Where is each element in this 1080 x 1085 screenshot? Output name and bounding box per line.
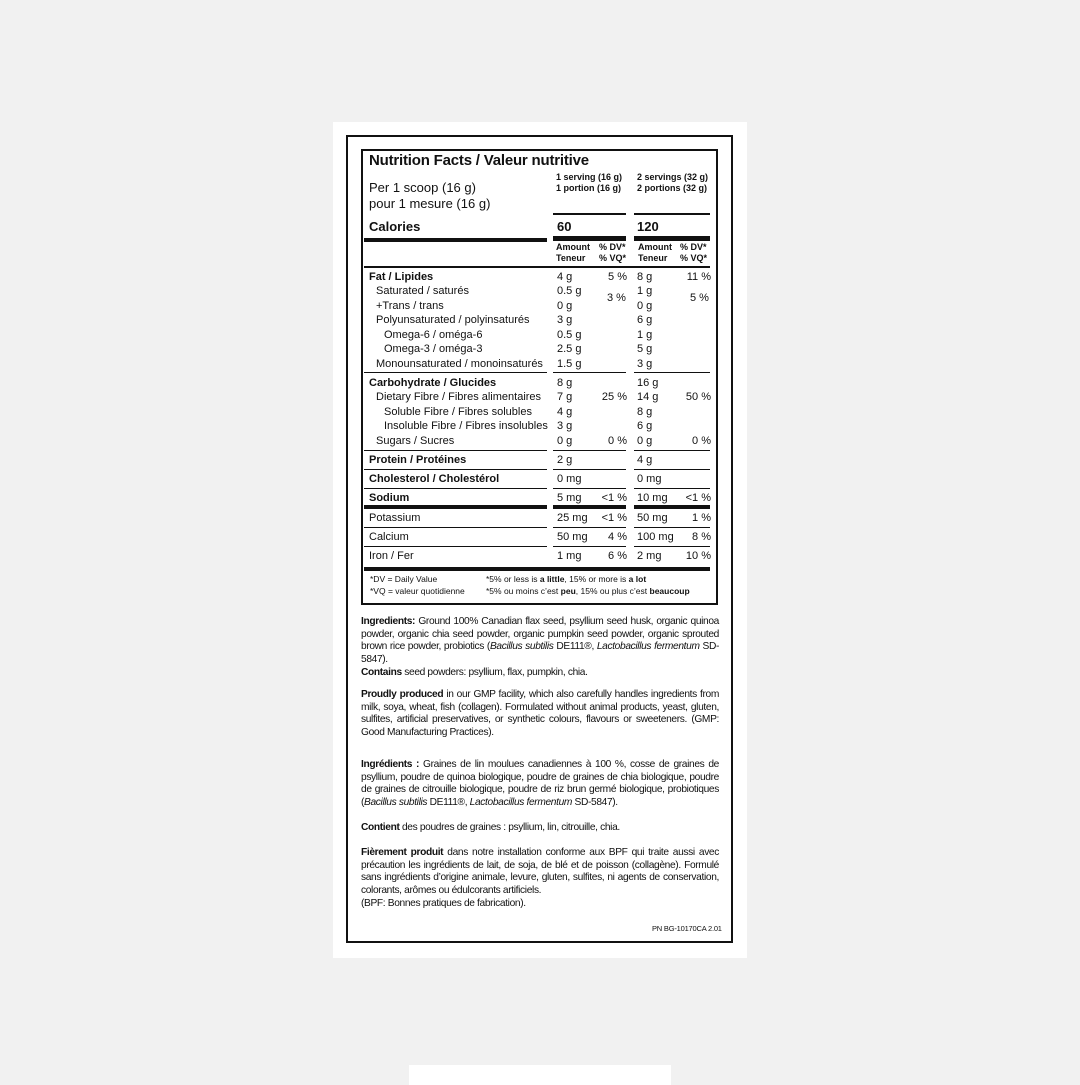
amount-1: 5 mg xyxy=(557,492,582,504)
rule xyxy=(364,266,710,268)
rule xyxy=(364,546,547,547)
nutrient-label: Saturated / saturés xyxy=(376,285,469,297)
contains-fr: Contient des poudres de graines : psyllium, lin, citrouille, chia. xyxy=(361,822,620,833)
dv-1: 6 % xyxy=(608,550,627,562)
amount-1: 4 g xyxy=(557,271,573,283)
amount-2: 5 g xyxy=(637,343,653,355)
footnote-fr: *5% ou moins c’est peu, 15% ou plus c’est beaucoup xyxy=(486,586,690,596)
rule xyxy=(553,488,626,489)
calories-label: Calories xyxy=(369,219,421,234)
nutrient-label: Protein / Protéines xyxy=(369,454,467,466)
dv-1: 5 % xyxy=(608,271,627,283)
amount-1: 0 g xyxy=(557,300,573,312)
rule xyxy=(553,546,626,547)
rule xyxy=(364,469,547,470)
col2-header-en: 2 servings (32 g) xyxy=(637,172,709,182)
sat-trans-dv-1: 3 % xyxy=(607,292,626,304)
rule xyxy=(553,213,626,215)
amount-2: 0 mg xyxy=(637,473,662,485)
footnote-vq: *VQ = valeur quotidienne xyxy=(370,586,465,596)
amount-1: 8 g xyxy=(557,377,573,389)
part-number: PN BG-10170CA 2.01 xyxy=(652,924,722,933)
nutrient-label: Insoluble Fibre / Fibres insolubles xyxy=(384,420,548,432)
dv-fr-2: % VQ* xyxy=(680,253,708,263)
amount-2: 2 mg xyxy=(637,550,662,562)
amount-fr-1: Teneur xyxy=(556,253,586,263)
dv-2: 0 % xyxy=(692,435,711,447)
amount-1: 4 g xyxy=(557,406,573,418)
nutrient-label: Cholesterol / Cholestérol xyxy=(369,473,500,485)
amount-1: 50 mg xyxy=(557,531,588,543)
calories-value-1: 60 xyxy=(557,219,572,234)
amount-1: 3 g xyxy=(557,314,573,326)
dv-en-2: % DV* xyxy=(680,242,707,252)
rule xyxy=(553,505,626,509)
amount-1: 1 mg xyxy=(557,550,582,562)
dv-1: <1 % xyxy=(601,512,627,524)
amount-1: 0 g xyxy=(557,435,573,447)
serving-size-fr: pour 1 mesure (16 g) xyxy=(369,196,491,211)
amount-1: 0 mg xyxy=(557,473,582,485)
nutrient-label: Carbohydrate / Glucides xyxy=(369,377,497,389)
nutrient-label: Fat / Lipides xyxy=(369,271,434,283)
amount-en-1: Amount xyxy=(556,242,590,252)
amount-2: 14 g xyxy=(637,391,659,403)
dv-1: 0 % xyxy=(608,435,627,447)
amount-2: 8 g xyxy=(637,406,653,418)
amount-2: 10 mg xyxy=(637,492,668,504)
rule xyxy=(364,505,547,509)
dv-en-1: % DV* xyxy=(599,242,626,252)
bottom-tab xyxy=(409,1065,671,1085)
dv-2: 11 % xyxy=(686,271,711,283)
amount-2: 1 g xyxy=(637,285,653,297)
thick-rule xyxy=(364,567,710,571)
rule xyxy=(553,469,626,470)
ingredients-fr: Ingrédients : Graines de lin moulues canadiennes à 100 %, cosse de graines de psyllium, poudre de quinoa biologique, poudre de graines de chia biologique, poudre de graines de citrouille biologique, poudre de riz brun germé biologique, probiotiques (Bacillus subtilis DE111®, Lactobacillus fermentum SD-5847). xyxy=(361,759,719,809)
amount-1: 2.5 g xyxy=(557,343,582,355)
amount-2: 100 mg xyxy=(637,531,674,543)
nutrient-label: Sugars / Sucres xyxy=(376,435,455,447)
nutrient-label: +Trans / trans xyxy=(376,300,444,312)
amount-2: 1 g xyxy=(637,329,653,341)
nutrient-label: Monounsaturated / monoinsaturés xyxy=(376,358,543,370)
rule xyxy=(553,527,626,528)
dv-1: <1 % xyxy=(601,492,627,504)
amount-fr-2: Teneur xyxy=(638,253,668,263)
rule xyxy=(634,450,710,451)
rule xyxy=(364,488,547,489)
nutrient-label: Calcium xyxy=(369,531,409,543)
footnote-dv: *DV = Daily Value xyxy=(370,574,438,584)
amount-2: 50 mg xyxy=(637,512,668,524)
amount-2: 3 g xyxy=(637,358,653,370)
amount-2: 8 g xyxy=(637,271,653,283)
amount-2: 0 g xyxy=(637,435,653,447)
thick-rule xyxy=(634,236,710,241)
dv-2: 10 % xyxy=(685,550,711,562)
nutrient-label: Soluble Fibre / Fibres solubles xyxy=(384,406,532,418)
rule xyxy=(364,372,547,373)
bpf-note: (BPF: Bonnes pratiques de fabrication). xyxy=(361,898,526,909)
rule xyxy=(634,469,710,470)
rule xyxy=(634,505,710,509)
rule xyxy=(553,372,626,373)
thick-rule xyxy=(553,236,626,241)
rule xyxy=(634,527,710,528)
rule xyxy=(634,488,710,489)
rule xyxy=(634,546,710,547)
amount-1: 0.5 g xyxy=(557,285,582,297)
dv-2: <1 % xyxy=(685,492,711,504)
amount-1: 7 g xyxy=(557,391,573,403)
sat-trans-dv-2: 5 % xyxy=(690,292,709,304)
nutrient-label: Polyunsaturated / polyinsaturés xyxy=(376,314,530,326)
amount-1: 1.5 g xyxy=(557,358,582,370)
col2-header-fr: 2 portions (32 g) xyxy=(637,183,708,193)
nutrient-label: Iron / Fer xyxy=(369,550,414,562)
col1-header-en: 1 serving (16 g) xyxy=(556,172,623,182)
calories-value-2: 120 xyxy=(637,219,659,234)
produced-fr: Fièrement produit dans notre installation conforme aux BPF qui traite aussi avec précaution les ingrédients de lait, de soja, de blé et de poisson (collagène). Formulé sans ingrédients d’origine animale, levure, gluten, sulfites, ni agents de conservation, colorants, arômes ou édulcorants artificiels. xyxy=(361,847,719,897)
nutrient-label: Dietary Fibre / Fibres alimentaires xyxy=(376,391,542,403)
amount-2: 0 g xyxy=(637,300,653,312)
produced-en: Proudly produced in our GMP facility, which also carefully handles ingredients from milk, soya, wheat, fish (collagen). Formulated without animal products, yeast, gluten, sulfites, artificial preservatives, or synthetic colours, flavours or sweeteners. (GMP: Good Manufacturing Practices). xyxy=(361,689,719,739)
dv-2: 8 % xyxy=(692,531,711,543)
rule xyxy=(553,450,626,451)
col1-header-fr: 1 portion (16 g) xyxy=(556,183,621,193)
rule xyxy=(364,527,547,528)
nutrient-label: Omega-6 / oméga-6 xyxy=(384,329,483,341)
thick-rule xyxy=(364,238,547,242)
dv-2: 1 % xyxy=(692,512,711,524)
nutrient-label: Omega-3 / oméga-3 xyxy=(384,343,483,355)
dv-1: 25 % xyxy=(601,391,627,403)
rule xyxy=(634,213,710,215)
amount-1: 3 g xyxy=(557,420,573,432)
dv-1: 4 % xyxy=(608,531,627,543)
amount-en-2: Amount xyxy=(638,242,672,252)
amount-2: 6 g xyxy=(637,420,653,432)
rule xyxy=(364,450,547,451)
nutrient-label: Sodium xyxy=(369,492,410,504)
serving-size-en: Per 1 scoop (16 g) xyxy=(369,180,476,195)
amount-1: 2 g xyxy=(557,454,573,466)
nutrition-title: Nutrition Facts / Valeur nutritive xyxy=(369,152,589,169)
amount-2: 6 g xyxy=(637,314,653,326)
amount-2: 16 g xyxy=(637,377,659,389)
dv-fr-1: % VQ* xyxy=(599,253,627,263)
nutrient-label: Potassium xyxy=(369,512,421,524)
amount-2: 4 g xyxy=(637,454,653,466)
dv-2: 50 % xyxy=(685,391,711,403)
footnote-en: *5% or less is a little, 15% or more is a lot xyxy=(486,574,647,584)
contains-en: Contains seed powders: psyllium, flax, pumpkin, chia. xyxy=(361,667,588,678)
rule xyxy=(634,372,710,373)
ingredients-en: Ingredients: Ground 100% Canadian flax seed, psyllium seed husk, organic quinoa powder, organic chia seed powder, organic pumpkin seed powder, organic sprouted brown rice powder, probiotics (Bacillus subtilis DE111®, Lactobacillus fermentum SD-5847). xyxy=(361,616,719,666)
amount-1: 0.5 g xyxy=(557,329,582,341)
amount-1: 25 mg xyxy=(557,512,588,524)
